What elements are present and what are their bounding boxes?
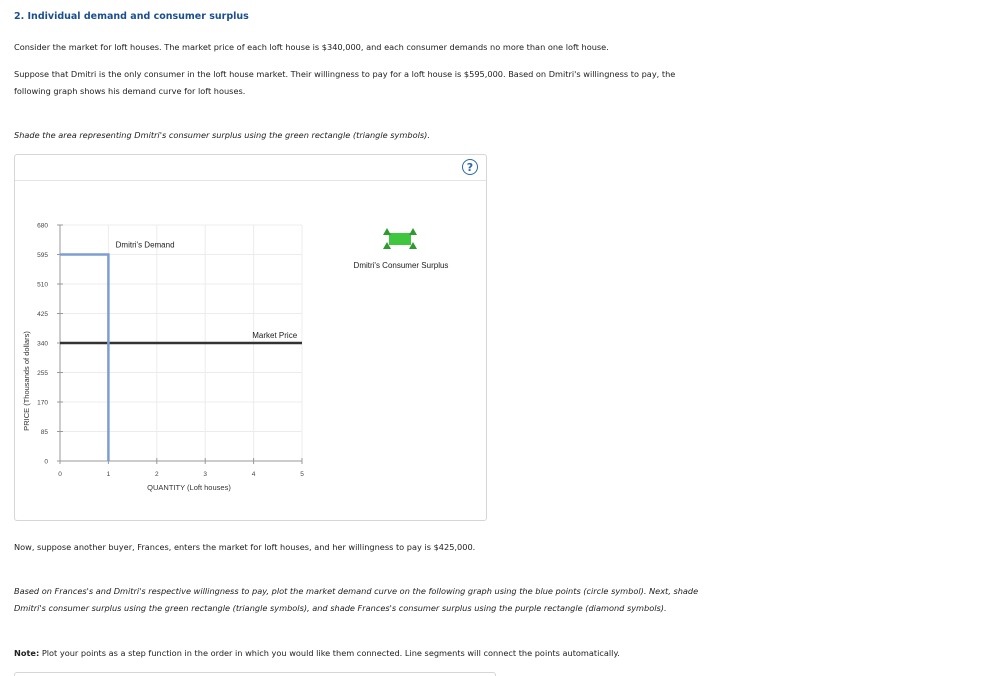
question-title: 2. Individual demand and consumer surplus bbox=[14, 11, 249, 22]
y-axis-title: PRICE (Thousands of dollars) bbox=[22, 331, 31, 431]
graph-panel bbox=[14, 154, 487, 521]
y-tick-label: 0 bbox=[44, 458, 48, 466]
triangle-icon bbox=[409, 228, 417, 235]
y-tick-label: 510 bbox=[37, 281, 48, 289]
demand-label: Dmitri's Demand bbox=[115, 240, 175, 250]
market-description: Consider the market for loft houses. The market price of each loft house is $340,000, and each consumer demands no more than one loft house. bbox=[14, 42, 609, 52]
question-mark-icon[interactable]: ? bbox=[462, 159, 478, 175]
y-tick-label: 255 bbox=[37, 370, 48, 377]
y-tick-label: 595 bbox=[37, 252, 48, 259]
x-tick-label: 3 bbox=[203, 471, 208, 478]
note-label: Note: bbox=[14, 648, 40, 658]
demand-curve bbox=[60, 255, 108, 462]
shading-instruction: Shade the area representing Dmitri's consumer surplus using the green rectangle (triangle symbols). bbox=[14, 130, 430, 140]
demand-chart[interactable] bbox=[15, 155, 486, 520]
x-tick-label: 1 bbox=[106, 471, 111, 478]
frances-description: Now, suppose another buyer, Frances, enters the market for loft houses, and her willingness to pay is $425,000. bbox=[14, 542, 476, 552]
dmitri-description: Suppose that Dmitri is the only consumer in the loft house market. Their willingness to pay for a loft house is $595,000. Based on Dmitri's willingness to pay, the following graph shows his demand curve for loft houses. bbox=[14, 69, 676, 96]
y-tick-label: 680 bbox=[37, 222, 48, 230]
surplus-tool-rect bbox=[389, 233, 411, 245]
x-tick-label: 5 bbox=[300, 471, 304, 478]
second-graph-panel bbox=[14, 672, 496, 676]
x-tick-label: 2 bbox=[154, 471, 159, 478]
y-tick-label: 85 bbox=[40, 429, 48, 436]
plot-instruction: Based on Frances's and Dmitri's respective willingness to pay, plot the market demand curve on the following graph using the blue points (circle symbol). Next, shade Dmitri's consumer surplus using the green rectangle (triangle symbols), and shade Frances's consumer surplus using the purple rectangle (diamond symbols). bbox=[14, 586, 699, 613]
x-tick-label: 4 bbox=[251, 471, 256, 478]
x-tick-label: 0 bbox=[58, 471, 62, 478]
y-tick-label: 425 bbox=[37, 311, 48, 318]
y-tick-label: 340 bbox=[37, 340, 48, 348]
market-price-label: Market Price bbox=[252, 331, 298, 340]
x-axis-title: QUANTITY (Loft houses) bbox=[147, 483, 231, 492]
note-body: Plot your points as a step function in the order in which you would like them connected. Line segments will connect the points automatically. bbox=[39, 648, 620, 658]
surplus-tool-label: Dmitri's Consumer Surplus bbox=[353, 261, 449, 270]
note-text bbox=[14, 645, 704, 662]
triangle-icon bbox=[383, 228, 391, 235]
y-tick-label: 170 bbox=[37, 399, 48, 407]
